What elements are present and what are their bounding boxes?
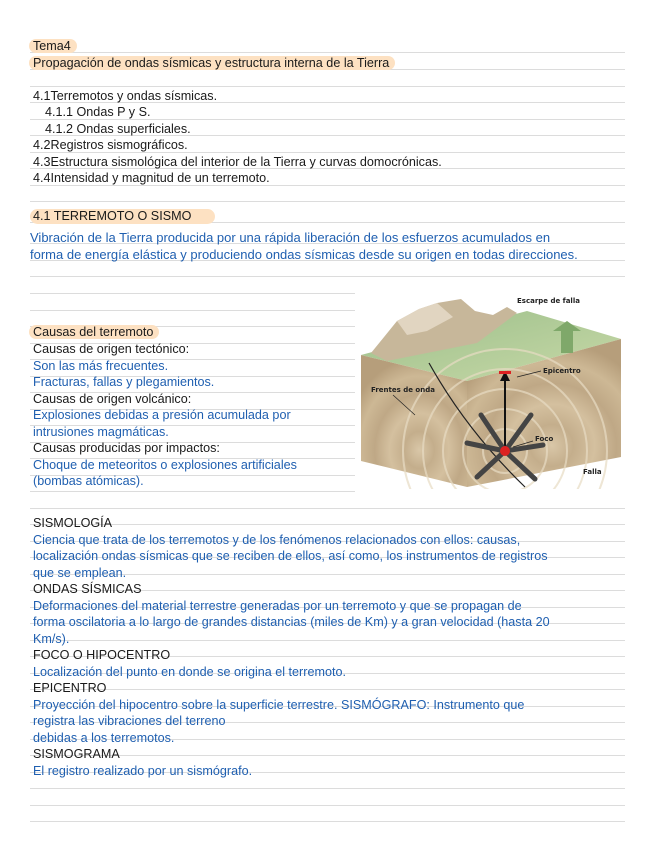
causes-heading	[33, 324, 159, 340]
glossary-definition: localización ondas sísmicas que se reciben de ellos, así como, los instrumentos de registros	[33, 549, 548, 563]
index-item: 4.3Estructura sismológica del interior de la Tierra y curvas domocrónicas.	[33, 155, 442, 169]
glossary-term: SISMOLOGÍA	[33, 516, 113, 530]
definition-line: Vibración de la Tierra producida por una rápida liberación de los esfuerzos acumulados en	[30, 230, 551, 245]
ruled-line	[30, 805, 625, 806]
epicenter-mark	[499, 371, 511, 374]
glossary-definition: El registro realizado por un sismógrafo.	[33, 764, 253, 778]
ruled-line	[30, 310, 355, 311]
glossary-definition: Ciencia que trata de los terremotos y de los fenómenos relacionados con ellos: causas,	[33, 533, 521, 547]
title-highlight: Propagación de ondas sísmicas y estructura interna de la Tierra	[29, 56, 395, 70]
index-item: 4.1Terremotos y ondas sísmicas.	[33, 89, 218, 103]
ruled-line	[30, 821, 625, 822]
cause-detail: Explosiones debidas a presión acumulada por	[33, 408, 291, 422]
page-title	[33, 55, 395, 71]
glossary-definition: que se emplean.	[33, 566, 127, 580]
ruled-line	[30, 524, 625, 525]
ruled-line	[30, 201, 625, 202]
tema-highlight: Tema4	[29, 39, 77, 53]
label-falla: Falla	[583, 468, 602, 476]
glossary-definition: Proyección del hipocentro sobre la superficie terrestre. SISMÓGRAFO: Instrumento que	[33, 698, 525, 712]
cause-category: Causas producidas por impactos:	[33, 441, 220, 455]
ruled-line	[30, 86, 625, 87]
cause-detail: Choque de meteoritos o explosiones artificiales	[33, 458, 297, 472]
glossary-term: ONDAS SÍSMICAS	[33, 582, 142, 596]
definition-line: forma de energía elástica y produciendo ondas sísmicas desde su origen en todas direcciones.	[30, 247, 578, 262]
ruled-line	[30, 788, 625, 789]
label-foco: Foco	[535, 435, 554, 443]
cause-detail: Fracturas, fallas y plegamientos.	[33, 375, 215, 389]
index-item: 4.1.1 Ondas P y S.	[45, 105, 151, 119]
glossary-definition: Deformaciones del material terrestre generadas por un terremoto y que se propagan de	[33, 599, 522, 613]
glossary-definition: forma oscilatoria a lo largo de grandes distancias (miles de Km) y a gran velocidad (hasta 20	[33, 615, 550, 629]
ruled-line	[30, 689, 625, 690]
glossary-definition: Localización del punto en donde se origina el terremoto.	[33, 665, 346, 679]
glossary-term: FOCO O HIPOCENTRO	[33, 648, 171, 662]
label-escarpe: Escarpe de falla	[517, 297, 580, 305]
index-item: 4.2Registros sismográficos.	[33, 138, 188, 152]
ruled-line	[30, 276, 625, 277]
label-epicentro: Epicentro	[543, 367, 581, 375]
label-frentes: Frentes de onda	[371, 386, 435, 394]
causes-heading-highlight: Causas del terremoto	[29, 325, 159, 339]
index-item: 4.4Intensidad y magnitud de un terremoto.	[33, 171, 270, 185]
cause-detail: (bombas atómicas).	[33, 474, 144, 488]
focus-point	[500, 446, 510, 456]
ruled-line	[30, 52, 625, 53]
glossary-definition: registra las vibraciones del terreno	[33, 714, 226, 728]
cause-detail: intrusiones magmáticas.	[33, 425, 169, 439]
ruled-line	[30, 293, 355, 294]
section-heading: 4.1 TERREMOTO O SISMO	[33, 209, 192, 223]
tema-label	[33, 38, 77, 54]
cause-detail: Son las más frecuentes.	[33, 359, 169, 373]
glossary-definition: debidas a los terremotos.	[33, 731, 175, 745]
earthquake-diagram	[357, 291, 625, 489]
glossary-definition: Km/s).	[33, 632, 70, 646]
glossary-term: SISMOGRAMA	[33, 747, 120, 761]
glossary-term: EPICENTRO	[33, 681, 107, 695]
cause-category: Causas de origen tectónico:	[33, 342, 190, 356]
ruled-line	[30, 491, 355, 492]
cause-category: Causas de origen volcánico:	[33, 392, 192, 406]
ruled-line	[30, 508, 625, 509]
index-item: 4.1.2 Ondas superficiales.	[45, 122, 191, 136]
earthquake-diagram-svg	[357, 291, 625, 489]
ruled-line	[30, 640, 625, 641]
